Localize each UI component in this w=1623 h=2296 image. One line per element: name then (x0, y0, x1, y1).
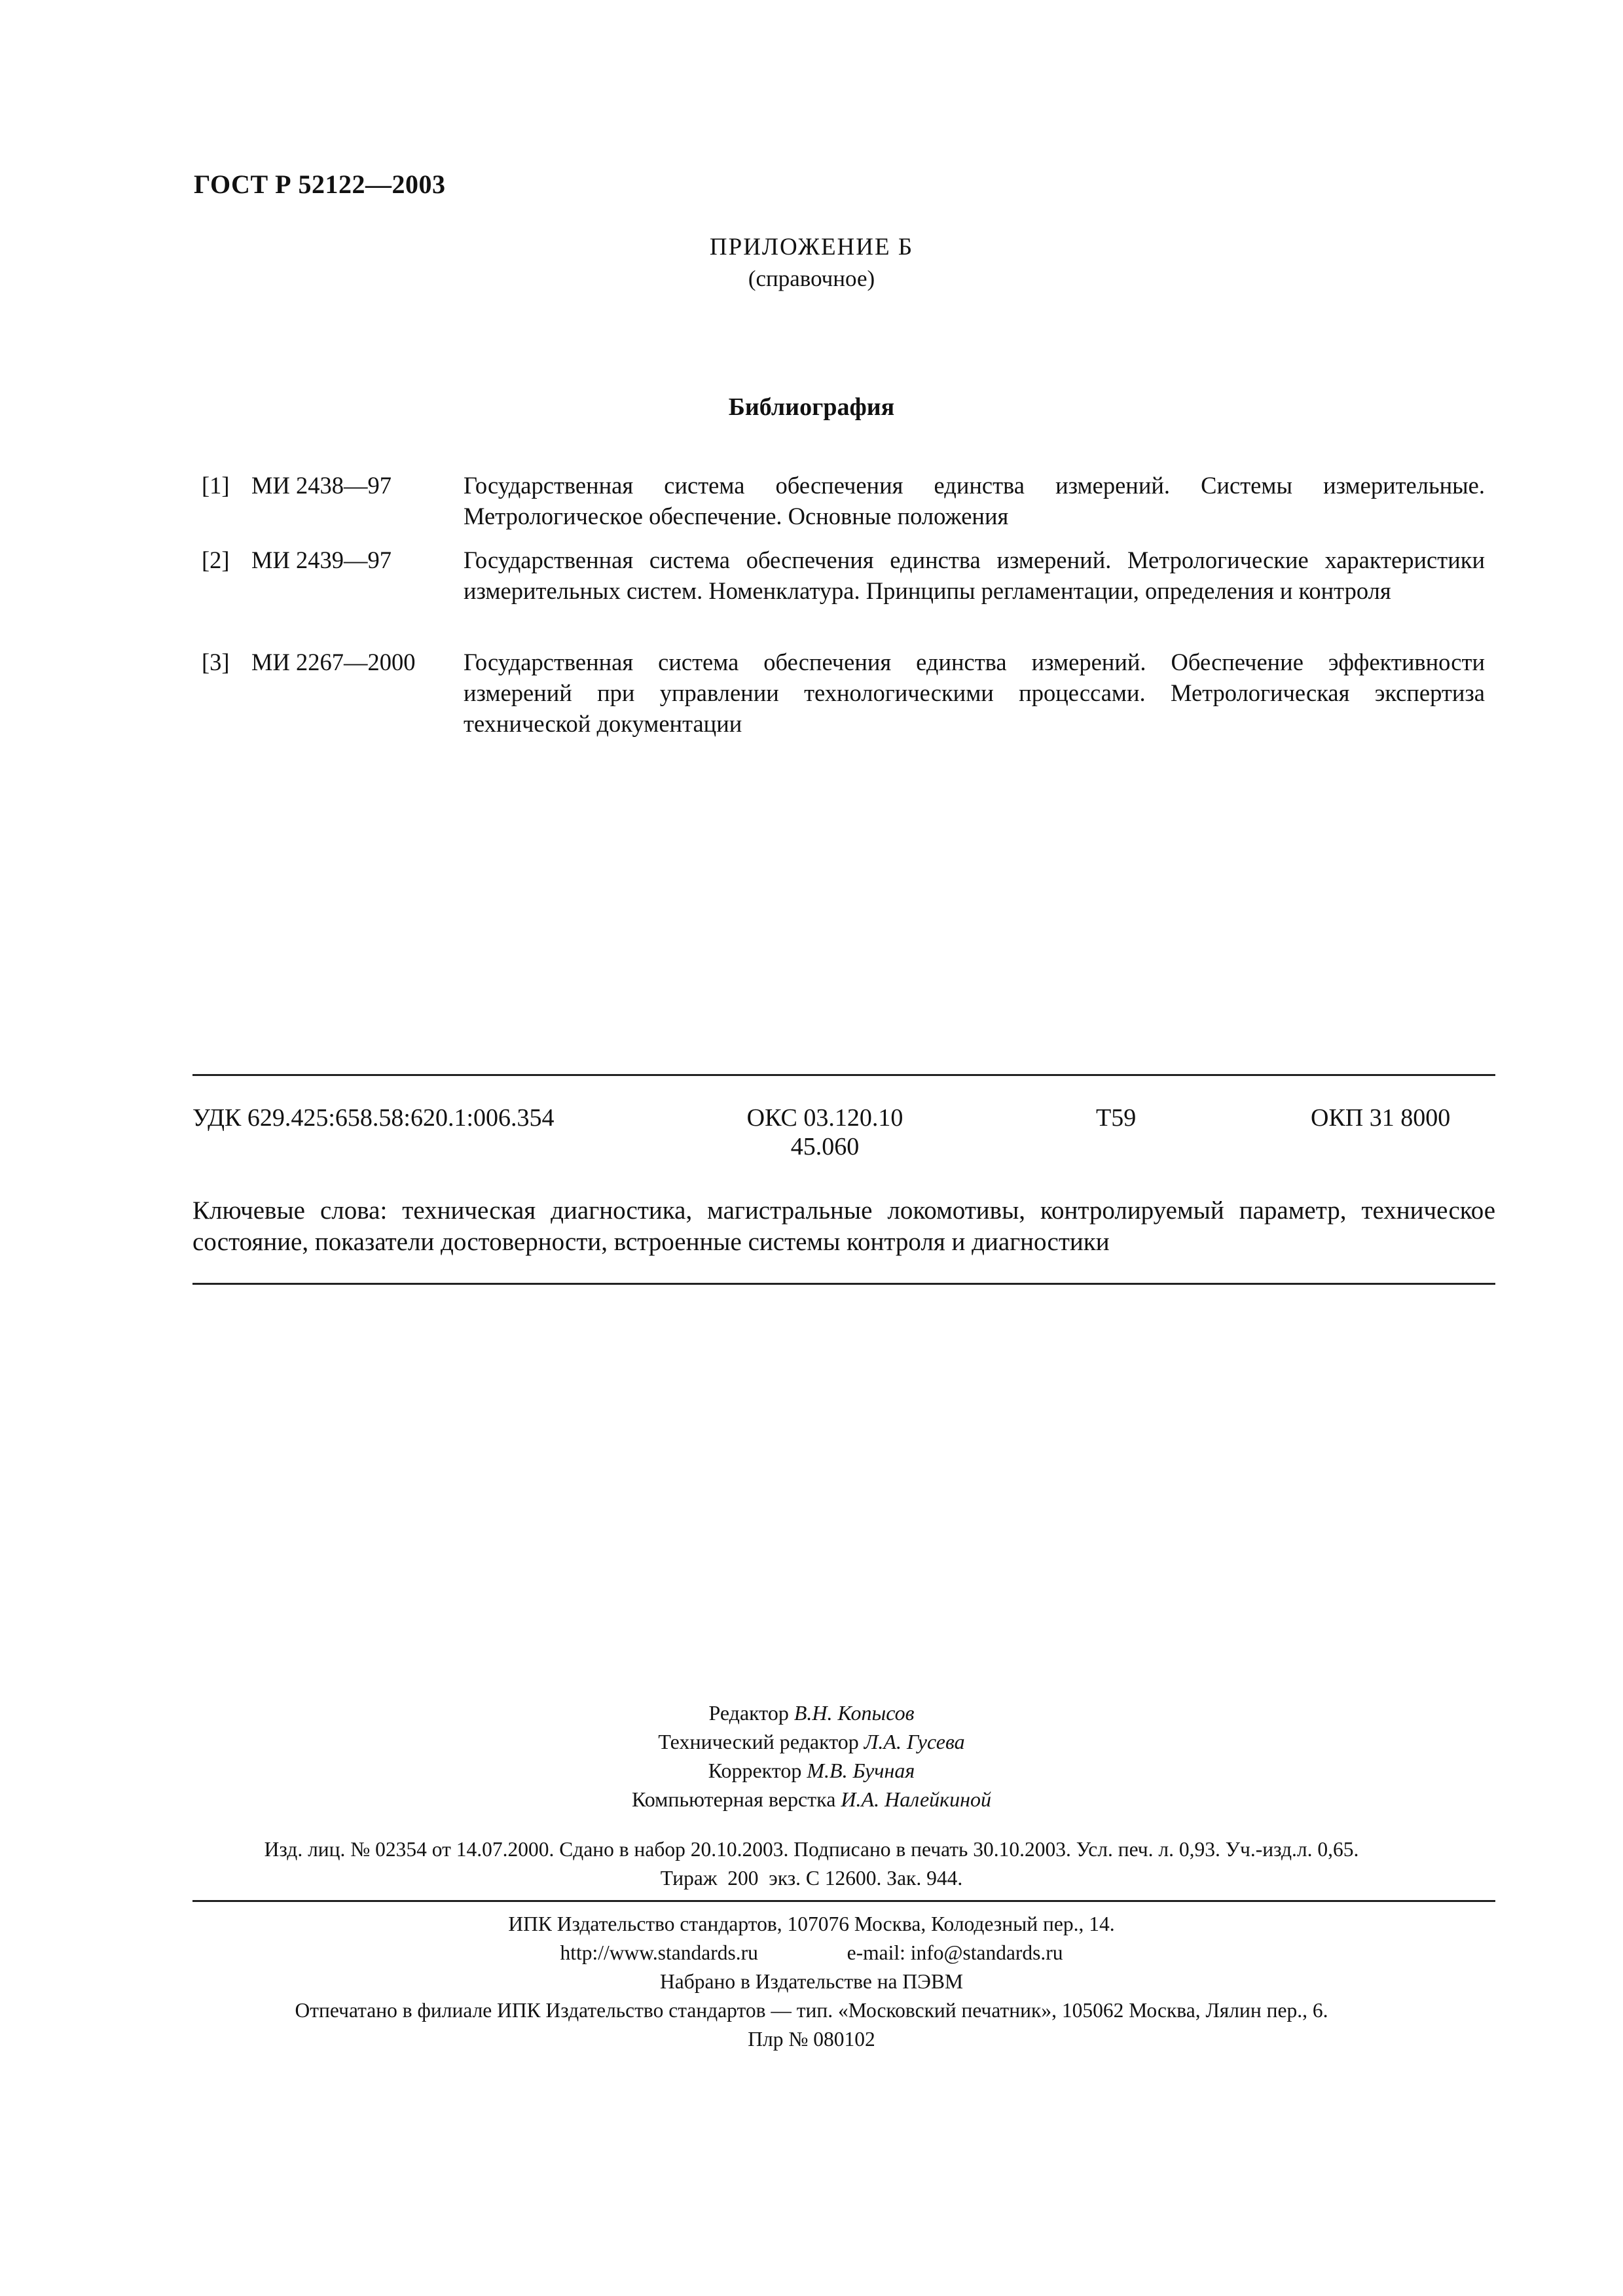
oks-code (746, 1103, 903, 1161)
publisher-email: e-mail: info@standards.ru (847, 1941, 1063, 1964)
keywords-text: техническая диагностика, магистральные локомотивы, контролируемый параметр, техническое состояние, показатели достоверности, встроенные системы контроля и диагностики (192, 1196, 1496, 1256)
credit-corrector: Корректор М.В. Бучная (708, 1759, 915, 1782)
credit-layout: Компьютерная верстка И.А. Налейкиной (632, 1787, 991, 1811)
publisher-line5: Плр № 080102 (748, 2028, 875, 2051)
credits-block (0, 1698, 1623, 1814)
credit-editor: Редактор В.Н. Копысов (708, 1701, 915, 1725)
publisher-block (0, 1910, 1623, 2054)
bibliography-item-number: [3] (202, 649, 230, 675)
bibliography-item-code: МИ 2438—97 (251, 472, 392, 499)
divider-bottom (192, 1900, 1495, 1902)
oks-code-line2: 45.060 (790, 1133, 860, 1160)
bibliography-item-number: [2] (202, 547, 230, 573)
oks-code-line1: ОКС 03.120.10 (746, 1104, 903, 1132)
bibliography-item-text: Государственная система обеспечения единства измерений. Метрологические характеристики измерительных систем. Номенклатура. Принципы регламентации, определения и контроля (464, 547, 1485, 604)
bibliography-heading: Библиография (728, 393, 895, 421)
divider-keywords (192, 1283, 1495, 1285)
keywords-label: Ключевые слова: (192, 1196, 388, 1225)
udk-code: УДК 629.425:658.58:620.1:006.354 (192, 1104, 555, 1132)
publisher-line3: Набрано в Издательстве на ПЭВМ (660, 1970, 963, 1993)
imprint-block (0, 1835, 1623, 1893)
credit-tech-editor: Технический редактор Л.А. Гусева (658, 1730, 965, 1753)
okp-code: ОКП 31 8000 (1311, 1104, 1451, 1132)
bibliography-item-text: Государственная система обеспечения единства измерений. Обеспечение эффективности измерений при управлении технологическими процессами. Метрологическая экспертиза технической документации (464, 649, 1485, 737)
bibliography-item-number: [1] (202, 472, 230, 499)
publisher-line1: ИПК Издательство стандартов, 107076 Москва, Колодезный пер., 14. (508, 1912, 1115, 1935)
bibliography-item-code: МИ 2439—97 (251, 547, 392, 573)
appendix-title: ПРИЛОЖЕНИЕ Б (709, 234, 914, 260)
publisher-url: http://www.standards.ru (560, 1941, 758, 1964)
divider-top (192, 1074, 1495, 1076)
imprint-line1: Изд. лиц. № 02354 от 14.07.2000. Сдано в набор 20.10.2003. Подписано в печать 30.10.2003. Усл. печ. л. 0,93. Уч.-изд.л. 0,65. (264, 1838, 1359, 1861)
publisher-contacts (0, 1939, 1623, 1967)
imprint-line2: Тираж 200 экз. С 12600. Зак. 944. (660, 1867, 963, 1890)
keywords (192, 1195, 1495, 1258)
appendix-subtitle: (справочное) (748, 266, 875, 291)
bibliography-item-text: Государственная система обеспечения единства измерений. Системы измерительные. Метрологическое обеспечение. Основные положения (464, 472, 1485, 529)
document-code: ГОСТ Р 52122—2003 (194, 170, 446, 199)
t-code: Т59 (1096, 1104, 1137, 1132)
bibliography-item-code: МИ 2267—2000 (251, 649, 416, 675)
publisher-line4: Отпечатано в филиале ИПК Издательство стандартов — тип. «Московский печатник», 105062 Москва, Лялин пер., 6. (295, 1999, 1328, 2022)
